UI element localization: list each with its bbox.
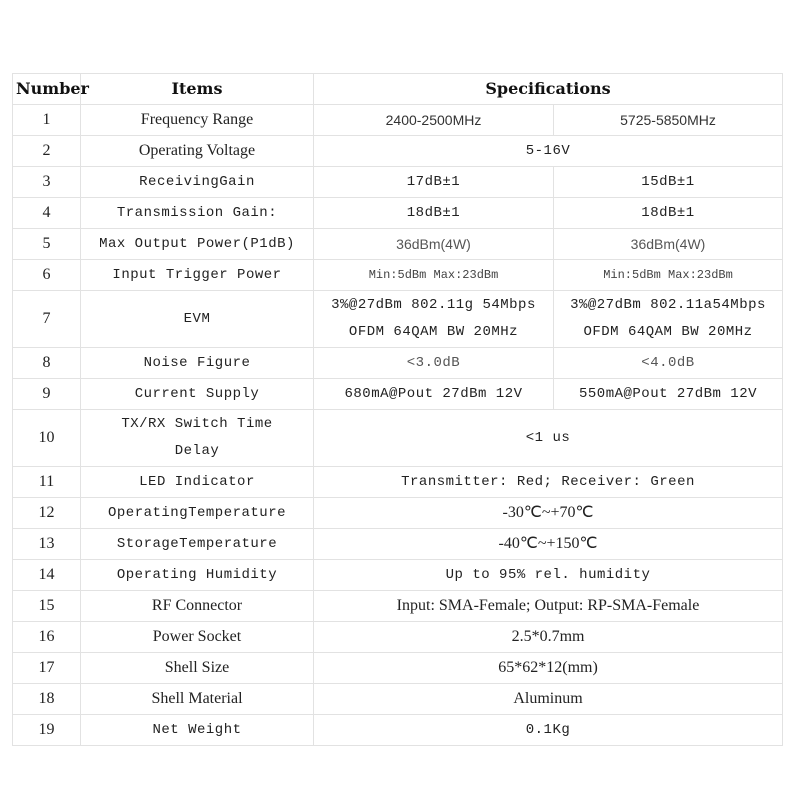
row-spec-2400: 2400-2500MHz xyxy=(314,105,554,136)
row-spec-5800: 550mA@Pout 27dBm 12V xyxy=(554,379,783,410)
row-spec-line: OFDM 64QAM BW 20MHz xyxy=(348,324,519,340)
row-spec-2400: 36dBm(4W) xyxy=(314,229,554,260)
row-number: 2 xyxy=(13,136,81,167)
specifications-table xyxy=(12,73,783,746)
row-number: 19 xyxy=(13,715,81,746)
row-number: 14 xyxy=(13,560,81,591)
row-spec: 2.5*0.7mm xyxy=(314,622,783,653)
row-number: 9 xyxy=(13,379,81,410)
row-number: 3 xyxy=(13,167,81,198)
row-spec-line: 3%@27dBm 802.11a54Mbps xyxy=(570,297,766,313)
row-item: Operating Humidity xyxy=(81,560,314,591)
row-item-line: Delay xyxy=(174,443,220,459)
row-item: Shell Material xyxy=(81,684,314,715)
row-number: 12 xyxy=(13,498,81,529)
header-number: Number xyxy=(13,74,81,105)
table-row xyxy=(13,653,783,684)
row-number: 1 xyxy=(13,105,81,136)
row-item: Max Output Power(P1dB) xyxy=(81,229,314,260)
header-specifications: Specifications xyxy=(314,74,783,105)
row-number: 8 xyxy=(13,348,81,379)
row-spec: Aluminum xyxy=(314,684,783,715)
row-spec-line: OFDM 64QAM BW 20MHz xyxy=(583,324,753,340)
row-spec-5800: 18dB±1 xyxy=(554,198,783,229)
row-item-line: TX/RX Switch Time xyxy=(121,416,273,432)
row-number: 18 xyxy=(13,684,81,715)
table-row xyxy=(13,560,783,591)
row-number: 10 xyxy=(13,410,81,467)
table-row xyxy=(13,467,783,498)
row-item: RF Connector xyxy=(81,591,314,622)
row-spec: 5-16V xyxy=(314,136,783,167)
row-spec-line: 3%@27dBm 802.11g 54Mbps xyxy=(331,297,536,313)
row-number: 16 xyxy=(13,622,81,653)
row-spec-2400: 17dB±1 xyxy=(314,167,554,198)
row-item: Input Trigger Power xyxy=(81,260,314,291)
row-spec-5800: 36dBm(4W) xyxy=(554,229,783,260)
row-spec: -40℃~+150℃ xyxy=(314,529,783,560)
table-row xyxy=(13,410,783,467)
table-row xyxy=(13,260,783,291)
row-item: Power Socket xyxy=(81,622,314,653)
row-item: Noise Figure xyxy=(81,348,314,379)
row-item: LED Indicator xyxy=(81,467,314,498)
spec-table-container xyxy=(12,73,782,746)
row-item: EVM xyxy=(81,291,314,348)
table-row xyxy=(13,105,783,136)
row-spec-2400: 680mA@Pout 27dBm 12V xyxy=(314,379,554,410)
row-spec-2400: <3.0dB xyxy=(314,348,554,379)
table-header-row xyxy=(13,74,783,105)
row-item: Current Supply xyxy=(81,379,314,410)
table-row xyxy=(13,591,783,622)
row-number: 4 xyxy=(13,198,81,229)
row-item: Frequency Range xyxy=(81,105,314,136)
table-row xyxy=(13,498,783,529)
table-row xyxy=(13,167,783,198)
row-spec: <1 us xyxy=(314,410,783,467)
table-row xyxy=(13,291,783,348)
row-number: 13 xyxy=(13,529,81,560)
header-items: Items xyxy=(81,74,314,105)
row-spec-5800: 5725-5850MHz xyxy=(554,105,783,136)
row-item: OperatingTemperature xyxy=(81,498,314,529)
row-spec: Transmitter: Red; Receiver: Green xyxy=(314,467,783,498)
row-spec: Up to 95% rel. humidity xyxy=(314,560,783,591)
row-number: 15 xyxy=(13,591,81,622)
row-number: 17 xyxy=(13,653,81,684)
row-spec-2400: Min:5dBm Max:23dBm xyxy=(314,260,554,291)
row-item xyxy=(81,410,314,467)
row-spec-5800: Min:5dBm Max:23dBm xyxy=(554,260,783,291)
row-item: ReceivingGain xyxy=(81,167,314,198)
row-spec: 0.1Kg xyxy=(314,715,783,746)
row-spec-2400 xyxy=(314,291,554,348)
table-row xyxy=(13,229,783,260)
table-row xyxy=(13,529,783,560)
row-spec-5800: <4.0dB xyxy=(554,348,783,379)
table-row xyxy=(13,136,783,167)
table-row xyxy=(13,684,783,715)
row-spec: Input: SMA-Female; Output: RP-SMA-Female xyxy=(314,591,783,622)
row-spec-2400: 18dB±1 xyxy=(314,198,554,229)
row-item: StorageTemperature xyxy=(81,529,314,560)
row-spec-5800: 15dB±1 xyxy=(554,167,783,198)
row-number: 7 xyxy=(13,291,81,348)
row-item: Transmission Gain: xyxy=(81,198,314,229)
table-row xyxy=(13,198,783,229)
row-number: 11 xyxy=(13,467,81,498)
table-row xyxy=(13,379,783,410)
table-row xyxy=(13,715,783,746)
row-item: Net Weight xyxy=(81,715,314,746)
row-item: Operating Voltage xyxy=(81,136,314,167)
row-number: 5 xyxy=(13,229,81,260)
table-row xyxy=(13,622,783,653)
row-spec-5800 xyxy=(554,291,783,348)
row-spec: 65*62*12(mm) xyxy=(314,653,783,684)
row-spec: -30℃~+70℃ xyxy=(314,498,783,529)
row-item: Shell Size xyxy=(81,653,314,684)
table-row xyxy=(13,348,783,379)
row-number: 6 xyxy=(13,260,81,291)
